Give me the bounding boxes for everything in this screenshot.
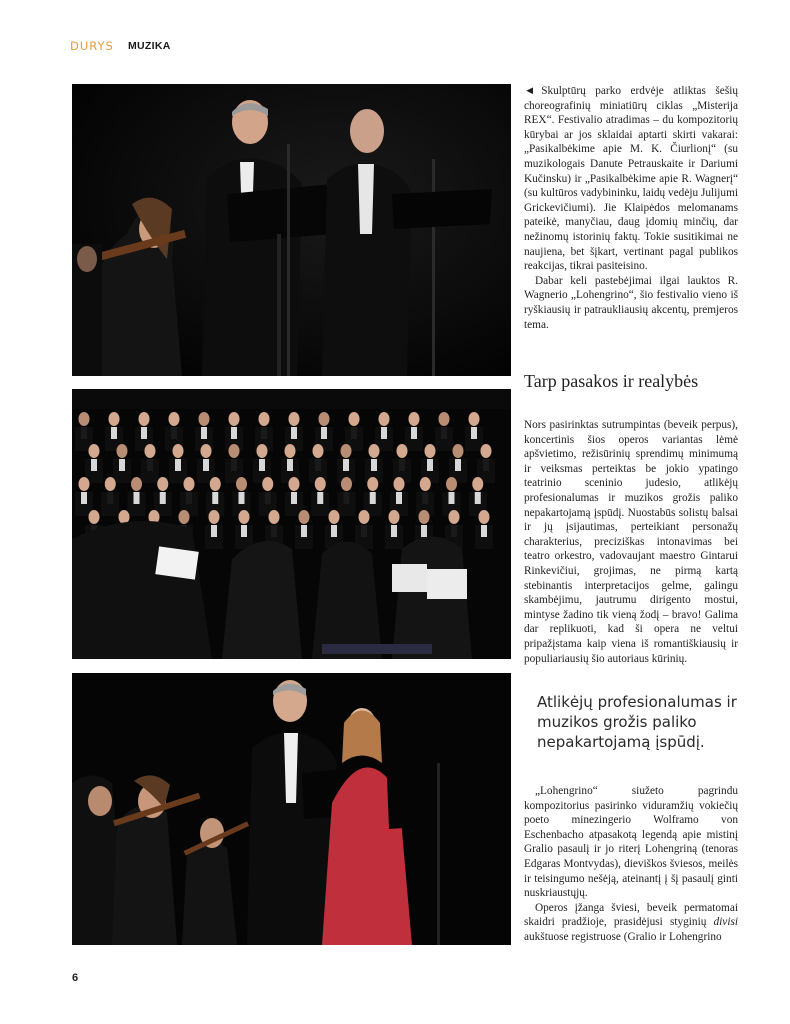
section-heading: Tarp pasakos ir realybės: [524, 371, 699, 391]
body-paragraph: Nors pasirinktas sutrumpintas (beveik perpus), koncertinis šios operos variantas lėmė apšvietimo, režisūrinių sprendimų minimumą ir veiksmas perteiktas be jokio ypatingo teatrinio sceninio judesio, atlikėjų profesionalumas ir muzikos grožis paliko nepakartojamą įspūdį. Nuostabūs solistų balsai ir jų įsijautimas, perteikiant personažų charakterius, preciziškas intonavimas bei teatro orkestro, vadovaujant maestro Gintarui Rinkevičiui, grojimas, ne pirmą kartą stebinantis interpretacijos gelme, galingu skambėjimu, jautrumu dirigento mostui, mintyse žadino tik vieną žodį – bravo! Galima dar replikuoti, kad ši opera ne veltui pripažįstama kaip viena iš romantiškiausių ir populiariausių šio autoriaus kūrinių.: [524, 419, 738, 665]
caption-paragraph-2: Dabar keli pastebėjimai ilgai lauktos R. Wagnerio „Lohengrino“, šio festivalio vieno iš ryškiausių ir patraukliausių akcentų, premjeros tema.: [524, 274, 738, 331]
body-paragraph-lohengrin: „Lohengrino“ siužeto pagrindu kompozitorius pasirinko viduramžių vokiečių poeto minezingerio Wolframo von Eschenbacho atpasakotą legendą apie mistinį Gralio pasaulį ir jo riterį Lohengriną (tenoras Edgaras Montvydas), dieviškos šviesos, meilės ir teisingumo nešėją, ateinantį į šį pasaulį ginti nuskriaustųjų.: [524, 785, 738, 900]
photo-duet-soloists: [72, 673, 511, 945]
photo-choir-orchestra: [72, 389, 511, 659]
article-body-2: [524, 784, 738, 945]
section-label: MUZIKA: [128, 40, 171, 52]
pull-quote: Atlikėjų profesionalumas ir muzikos grožis paliko nepakartojamą įspūdį.: [537, 693, 737, 751]
body-paragraph-overture: Operos įžanga šviesi, beveik permatomai skaidri pradžioje, prasidėjusi styginių divisi aukštuose registruose (Gralio ir Lohengrino: [524, 901, 738, 943]
magazine-brand: DURYS: [70, 39, 114, 53]
caption-paragraph-1: ◄ Skulptūrų parko erdvėje atliktas šešių choreografinių miniatiūrų ciklas „Misterija REX“. Festivalio atradimas – du kompozitorių kūrybai ar jos sklaidai aptarti skirti vakarai: „Pasikalbėkime apie M. K. Čiurlionį“ (su muzikologais Danute Petrauskaite ir Dariumi Kučinsku) ir „Pasikalbėkime apie R. Wagnerį“ (su kultūros vadybininku, laidų vedėju Julijumi Grickevičiumi). Jie Klaipėdos melomanams pateikė, manyčiau, daug įdomių minčių, dar nežinomų istorinių faktų. Tokie susitikimai ne naujiena, bet šįkart, vertinant pagal publikos reakcijas, tikrai pasiteisino.: [524, 85, 738, 273]
photo-two-soloists: [72, 84, 511, 376]
photo-caption: [524, 84, 738, 332]
page-number: 6: [72, 972, 79, 984]
arrow-left-icon: ◄: [524, 85, 536, 97]
article-body-1: [524, 418, 738, 666]
